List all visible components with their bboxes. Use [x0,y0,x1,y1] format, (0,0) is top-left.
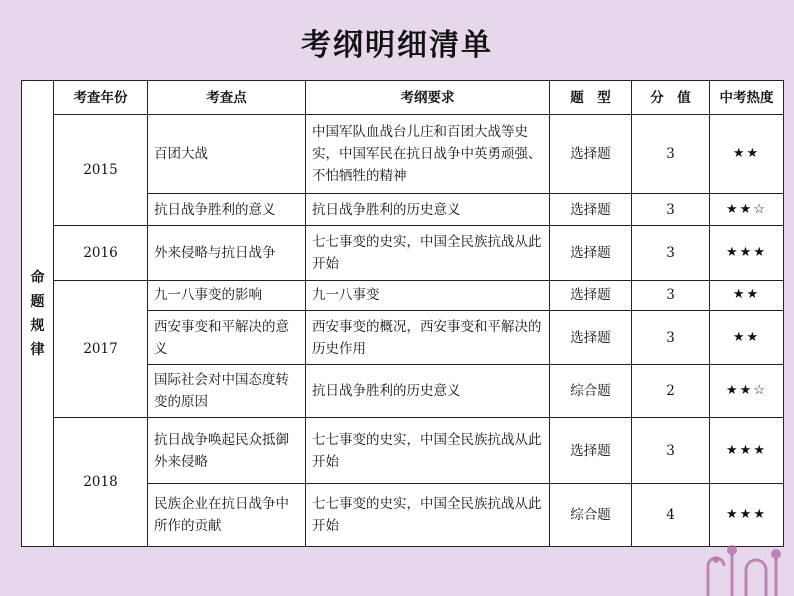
score-cell: 4 [632,484,710,547]
header-heat: 中考热度 [710,81,784,115]
requirement-cell: 七七事变的史实，中国全民族抗战从此开始 [306,484,550,547]
requirement-cell: 西安事变的概况，西安事变和平解决的历史作用 [306,310,550,364]
point-cell: 抗日战争唤起民众抵御外来侵略 [148,417,306,484]
score-cell: 3 [632,310,710,364]
requirement-cell: 九一八事变 [306,280,550,310]
page-title: 考纲明细清单 [301,28,493,63]
circuit-deco-icon [696,536,786,596]
year-cell: 2016 [54,226,148,280]
exam-table-container [21,80,783,547]
side-char: 题 [30,293,45,310]
header-score: 分 值 [632,81,710,115]
score-cell: 3 [632,226,710,280]
table-row [22,226,784,280]
exam-table [21,80,784,547]
point-cell: 国际社会对中国态度转变的原因 [148,365,306,417]
type-cell: 选择题 [550,280,632,310]
requirement-cell: 七七事变的史实，中国全民族抗战从此开始 [306,226,550,280]
point-cell: 百团大战 [148,115,306,194]
heat-cell: ★★☆ [710,365,784,417]
header-year: 考查年份 [54,81,148,115]
type-cell: 选择题 [550,193,632,225]
point-cell: 抗日战争胜利的意义 [148,193,306,225]
header-type: 题 型 [550,81,632,115]
requirement-cell: 抗日战争胜利的历史意义 [306,193,550,225]
year-cell: 2015 [54,115,148,226]
table-row [22,280,784,310]
heat-cell: ★★ [710,115,784,194]
heat-cell: ★★ [710,280,784,310]
type-cell: 选择题 [550,417,632,484]
score-cell: 3 [632,193,710,225]
heat-cell: ★★★ [710,484,784,547]
requirement-cell: 七七事变的史实，中国全民族抗战从此开始 [306,417,550,484]
heat-cell: ★★☆ [710,193,784,225]
side-char: 命 [30,269,45,286]
point-cell: 九一八事变的影响 [148,280,306,310]
header-row [22,81,784,115]
point-cell: 民族企业在抗日战争中所作的贡献 [148,484,306,547]
header-requirement: 考纲要求 [306,81,550,115]
point-cell: 外来侵略与抗日战争 [148,226,306,280]
type-cell: 选择题 [550,226,632,280]
type-cell: 选择题 [550,115,632,194]
heat-cell: ★★ [710,310,784,364]
requirement-cell: 中国军队血战台儿庄和百团大战等史实，中国军民在抗日战争中英勇顽强、不怕牺牲的精神 [306,115,550,194]
score-cell: 3 [632,115,710,194]
heat-cell: ★★★ [710,226,784,280]
table-row [22,115,784,194]
score-cell: 3 [632,280,710,310]
point-cell: 西安事变和平解决的意义 [148,310,306,364]
score-cell: 2 [632,365,710,417]
year-cell: 2018 [54,417,148,546]
year-cell: 2017 [54,280,148,417]
type-cell: 综合题 [550,365,632,417]
heat-cell: ★★★ [710,417,784,484]
header-point: 考查点 [148,81,306,115]
requirement-cell: 抗日战争胜利的历史意义 [306,365,550,417]
score-cell: 3 [632,417,710,484]
side-char: 规 [30,317,45,334]
table-row [22,417,784,484]
side-char: 律 [30,341,45,358]
side-label [22,81,54,547]
type-cell: 综合题 [550,484,632,547]
type-cell: 选择题 [550,310,632,364]
